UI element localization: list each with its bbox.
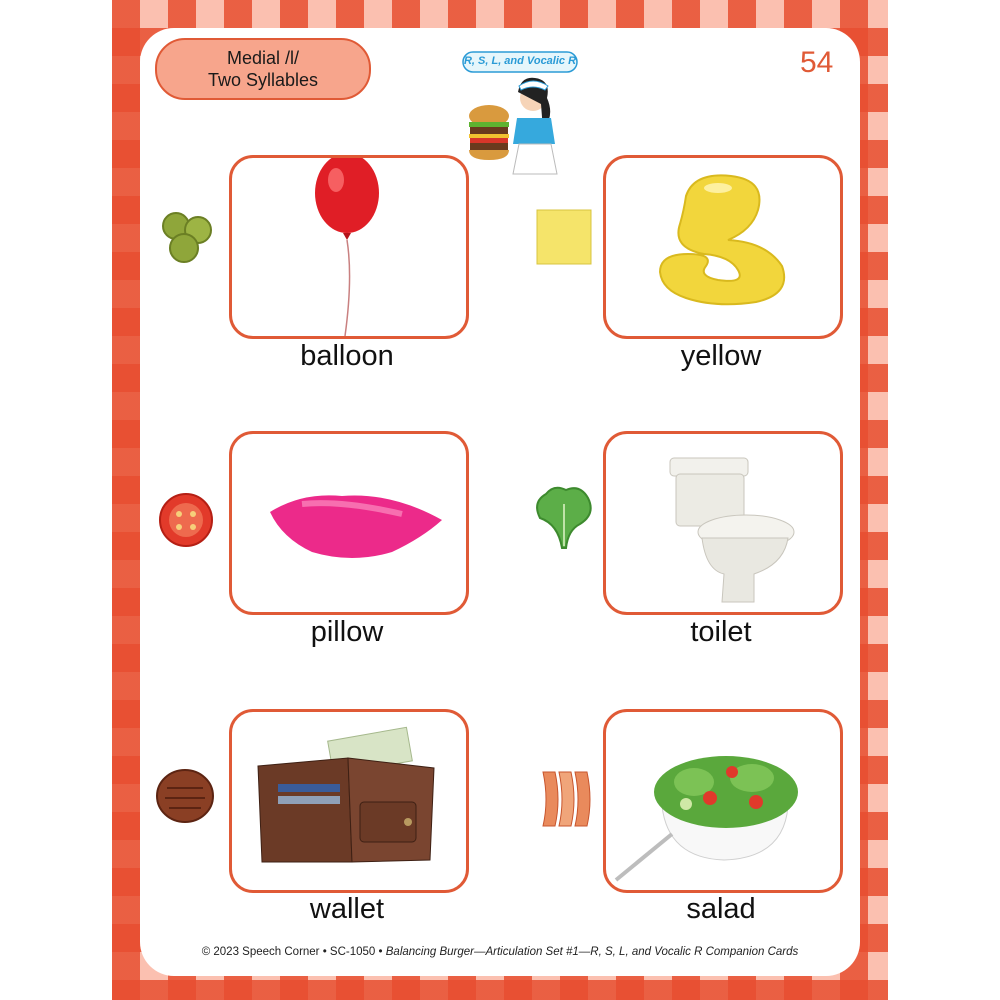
category-badge bbox=[155, 38, 371, 100]
pillow-picture bbox=[232, 434, 466, 612]
word-yellow: yellow bbox=[680, 340, 762, 372]
card-toilet[interactable] bbox=[603, 431, 843, 615]
copyright-footer bbox=[150, 946, 850, 958]
footer-prefix: © 2023 Speech Corner • SC-1050 • bbox=[201, 946, 386, 958]
burger-patty-icon bbox=[155, 768, 215, 829]
word-balloon: balloon bbox=[300, 340, 394, 372]
balloon-picture bbox=[232, 158, 466, 336]
tomato-slice-icon bbox=[158, 492, 214, 553]
bacon-strips-icon bbox=[539, 768, 595, 835]
yellow-paint-picture bbox=[606, 158, 840, 336]
lettuce-leaf-icon bbox=[532, 484, 594, 555]
word-wallet: wallet bbox=[309, 893, 385, 925]
card-balloon[interactable] bbox=[229, 155, 469, 339]
pickles-icon bbox=[158, 208, 218, 273]
word-pillow: pillow bbox=[310, 616, 384, 648]
footer-title: Balancing Burger—Articulation Set #1—R, S, L, and Vocalic R Companion Cards bbox=[385, 946, 799, 958]
logo-text: R, S, L, and Vocalic R bbox=[463, 55, 577, 67]
cheese-slice-icon bbox=[535, 208, 593, 271]
badge-line-1: Medial /l/ bbox=[226, 48, 300, 68]
card-pillow[interactable] bbox=[229, 431, 469, 615]
page-number: 54 bbox=[800, 46, 834, 79]
card-wallet[interactable] bbox=[229, 709, 469, 893]
word-salad: salad bbox=[686, 893, 756, 925]
toilet-picture bbox=[606, 434, 840, 612]
word-toilet: toilet bbox=[690, 616, 752, 648]
badge-line-2: Two Syllables bbox=[207, 70, 319, 90]
wallet-picture bbox=[232, 712, 466, 890]
card-salad[interactable] bbox=[603, 709, 843, 893]
salad-picture bbox=[606, 712, 840, 890]
card-yellow[interactable] bbox=[603, 155, 843, 339]
